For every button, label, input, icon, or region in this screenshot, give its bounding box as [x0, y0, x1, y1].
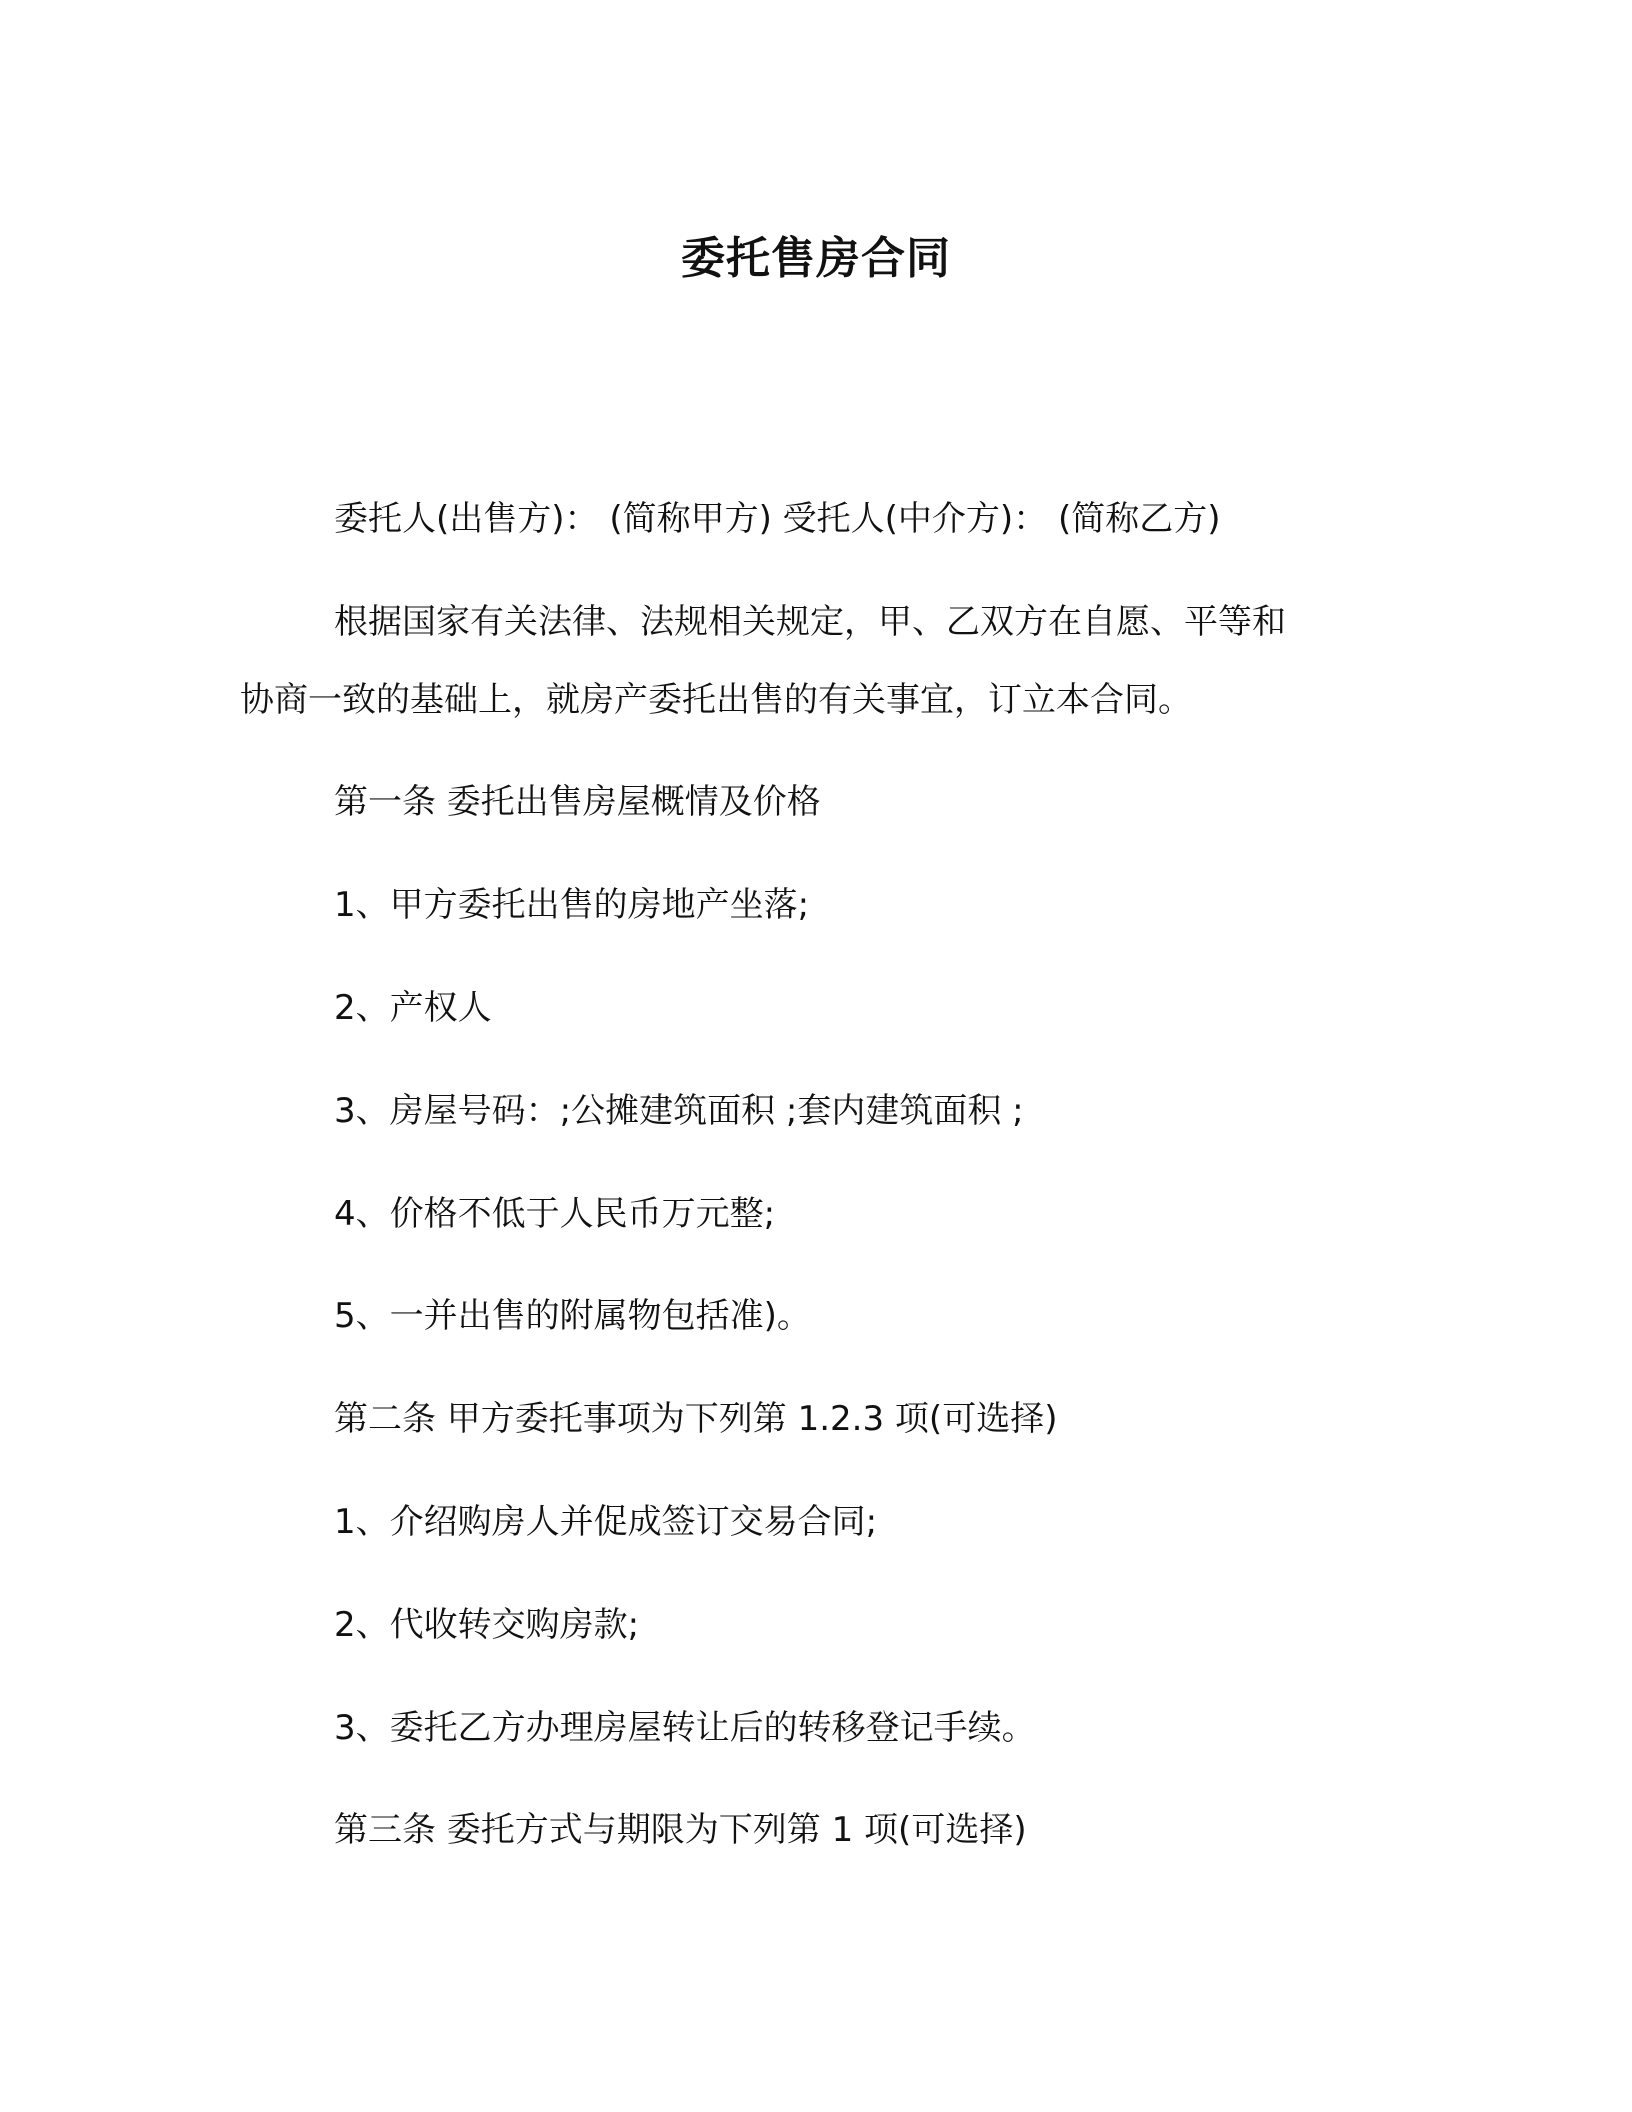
- article-2-heading: 第二条 甲方委托事项为下列第 1.2.3 项(可选择): [334, 1399, 1058, 1439]
- article-3-heading: 第三条 委托方式与期限为下列第 1 项(可选择): [334, 1810, 1027, 1850]
- parties-line: 委托人(出售方)： (简称甲方) 受托人(中介方)： (简称乙方): [334, 499, 1221, 539]
- article-2-item-3: 3、委托乙方办理房屋转让后的转移登记手续。: [334, 1708, 1036, 1748]
- article-2-item-1: 1、介绍购房人并促成签订交易合同;: [334, 1502, 878, 1542]
- preamble-line-1: 根据国家有关法律、法规相关规定，甲、乙双方在自愿、平等和: [334, 602, 1286, 642]
- article-1-item-4: 4、价格不低于人民币万元整;: [334, 1194, 776, 1234]
- document-title: 委托售房合同: [681, 233, 951, 284]
- preamble-line-2: 协商一致的基础上，就房产委托出售的有关事宜，订立本合同。: [240, 680, 1192, 720]
- article-1-item-2: 2、产权人: [334, 988, 492, 1028]
- article-1-item-1: 1、甲方委托出售的房地产坐落;: [334, 885, 810, 925]
- article-2-item-2: 2、代收转交购房款;: [334, 1605, 640, 1645]
- article-1-heading: 第一条 委托出售房屋概情及价格: [334, 782, 821, 822]
- article-1-item-5: 5、一并出售的附属物包括准)。: [334, 1296, 811, 1336]
- article-1-item-3: 3、房屋号码：;公摊建筑面积 ;套内建筑面积 ;: [334, 1091, 1024, 1131]
